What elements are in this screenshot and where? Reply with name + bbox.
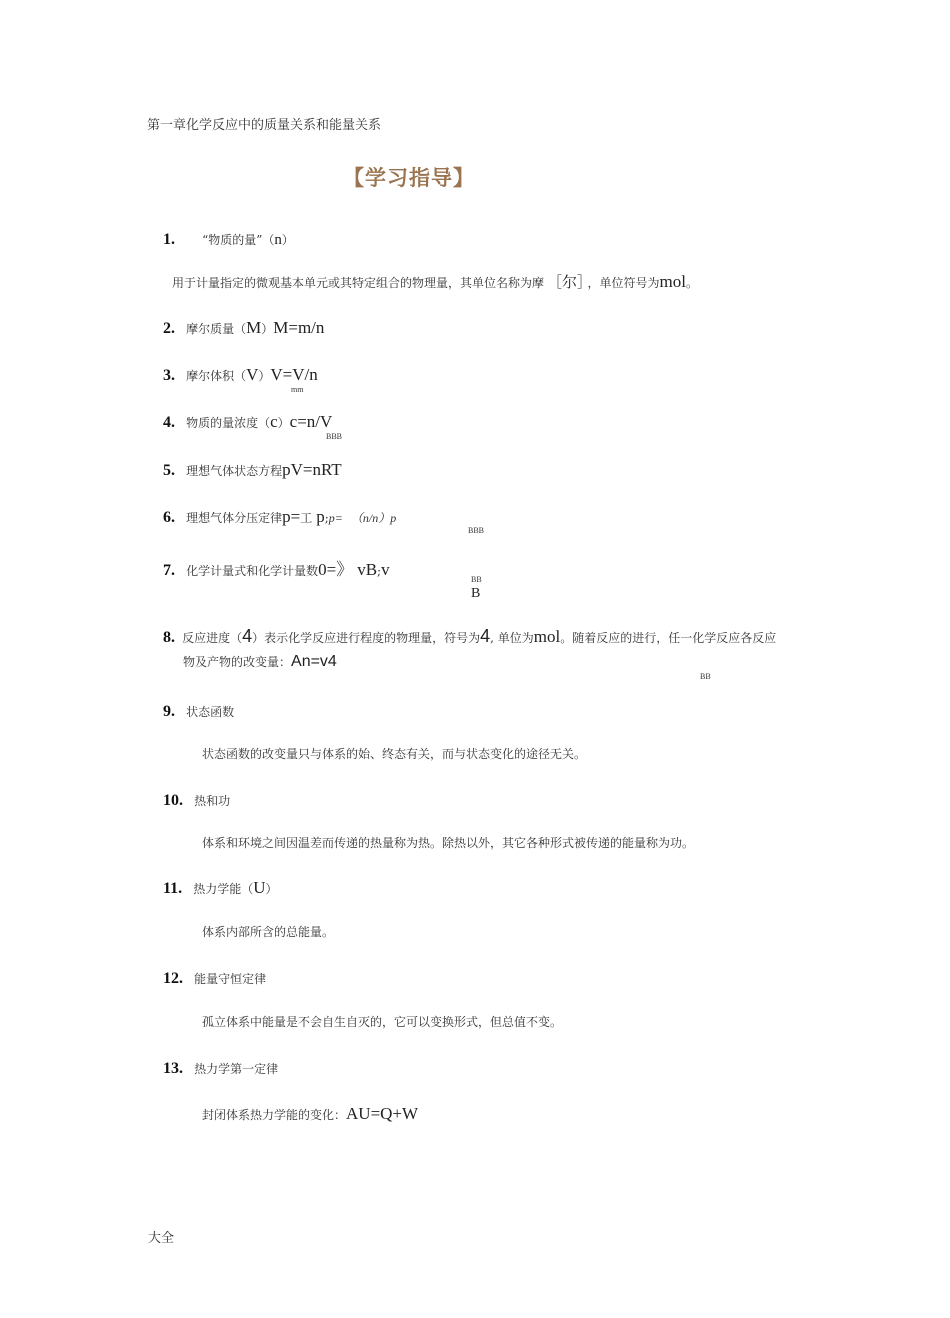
- item-10-description: 体系和环境之间因温差而传递的热量称为热。除热以外，其它各种形式被传递的能量称为功。: [202, 836, 695, 850]
- item-label: 理想气体状态方程: [186, 464, 283, 478]
- item-number: 7.: [163, 562, 175, 579]
- item-formula: c=n/V: [289, 412, 333, 431]
- item-formula: M=m/n: [273, 318, 325, 337]
- item-label: “物质的量”（: [202, 233, 275, 247]
- item-number: 1.: [163, 231, 175, 248]
- item-formula: pV=nRT: [282, 460, 342, 479]
- item-var: n: [274, 232, 282, 248]
- item-var: V: [246, 365, 259, 384]
- item-label: 热力学第一定律: [194, 1062, 279, 1076]
- desc-bracket: ［尔］: [547, 275, 585, 291]
- item-7-subscript-b: B: [471, 586, 481, 601]
- item-formula: AU=Q+W: [346, 1104, 419, 1123]
- item-10-heading: [163, 790, 230, 810]
- item-13-heading: [163, 1058, 278, 1078]
- footer-text: 大全: [148, 1231, 175, 1246]
- item-label-close: ）: [258, 369, 271, 383]
- item-label-close: ）: [261, 322, 274, 336]
- desc-text: 封闭体系热力学能的变化：: [202, 1108, 347, 1122]
- item-unit: mol: [533, 627, 561, 646]
- item-var: M: [246, 318, 262, 337]
- item-formula: An=v4: [291, 653, 337, 670]
- formula-part: p: [316, 507, 325, 526]
- item-8-line-2: [183, 651, 337, 671]
- item-12-heading: [163, 968, 266, 988]
- item-label: 状态函数: [186, 705, 235, 719]
- item-7-subscript: BB: [471, 575, 482, 584]
- item-var: 4: [480, 626, 491, 646]
- item-label: 热和功: [194, 794, 231, 808]
- item-number: 13.: [163, 1060, 183, 1077]
- formula-part: v: [381, 560, 390, 579]
- formula-part: ;: [324, 511, 329, 525]
- item-var: c: [270, 412, 278, 431]
- item-number: 9.: [163, 703, 175, 720]
- formula-part: p=: [282, 507, 301, 526]
- item-text: 。随着反应的进行，任一化学反应各反应: [560, 631, 777, 645]
- item-label: 热力学能（: [193, 882, 254, 896]
- desc-unit: mol: [659, 272, 686, 291]
- item-var: U: [253, 878, 266, 897]
- item-3-heading: [163, 365, 318, 385]
- formula-part: ;: [377, 564, 382, 578]
- desc-text: ，单位符号为: [587, 276, 660, 290]
- item-number: 5.: [163, 462, 175, 479]
- desc-text: 用于计量指定的微观基本单元或其特定组合的物理量，其单位名称为摩: [172, 276, 545, 290]
- item-9-description: 状态函数的改变量只与体系的始、终态有关，而与状态变化的途径无关。: [202, 747, 587, 761]
- item-2-heading: [163, 318, 324, 338]
- item-12-description: 孤立体系中能量是不会自生自灭的，它可以变换形式，但总值不变。: [202, 1015, 563, 1029]
- item-text: ）表示化学反应进行程度的物理量，符号为: [252, 631, 481, 645]
- item-4-subscript: BBB: [326, 432, 343, 441]
- item-number: 2.: [163, 320, 175, 337]
- item-5-heading: [163, 460, 342, 480]
- item-text: 反应进度（: [182, 631, 243, 645]
- chapter-title: 第一章化学反应中的质量关系和能量关系: [147, 118, 382, 133]
- item-9-heading: [163, 701, 234, 721]
- formula-part: 0=》: [318, 560, 354, 579]
- item-11-description: 体系内部所含的总能量。: [202, 925, 335, 939]
- item-7-heading: [163, 555, 390, 580]
- item-number: 4.: [163, 414, 175, 431]
- item-label-close: ）: [281, 233, 294, 247]
- item-13-description: [202, 1104, 418, 1124]
- formula-part: vB: [357, 560, 378, 579]
- item-3-subscript: mm: [291, 385, 304, 394]
- item-11-heading: [163, 878, 278, 898]
- formula-part: （n/n）p: [350, 511, 397, 525]
- item-number: 3.: [163, 367, 175, 384]
- item-1-heading: [163, 229, 294, 249]
- item-label: 化学计量式和化学计量数: [186, 564, 319, 578]
- desc-text: 。: [686, 276, 699, 290]
- item-6-heading: [163, 507, 396, 527]
- item-text: 物及产物的改变量：: [183, 655, 292, 669]
- item-number: 12.: [163, 970, 183, 987]
- item-label: 物质的量浓度（: [186, 416, 271, 430]
- item-label: 理想气体分压定律: [186, 511, 283, 525]
- item-label: 能量守恒定律: [194, 972, 267, 986]
- item-1-description: [172, 271, 698, 292]
- item-formula: V=V/n: [270, 365, 318, 384]
- item-4-heading: [163, 412, 332, 432]
- item-8-subscript: BB: [700, 672, 711, 681]
- item-number: 11.: [163, 880, 183, 897]
- item-label-close: ）: [265, 882, 278, 896]
- item-label: 摩尔质量（: [186, 322, 247, 336]
- formula-part: p=: [328, 511, 343, 525]
- item-number: 10.: [163, 792, 183, 809]
- item-var: 4: [242, 626, 253, 646]
- item-number: 6.: [163, 509, 175, 526]
- item-label: 摩尔体积（: [186, 369, 247, 383]
- guide-title: 【学习指导】: [343, 165, 475, 190]
- formula-part: 工: [300, 511, 313, 525]
- item-label-close: ）: [277, 416, 290, 430]
- item-6-subscript: BBB: [468, 526, 485, 535]
- item-number: 8.: [163, 629, 175, 646]
- item-text: , 单位为: [490, 631, 534, 645]
- item-8-line-1: [163, 626, 776, 647]
